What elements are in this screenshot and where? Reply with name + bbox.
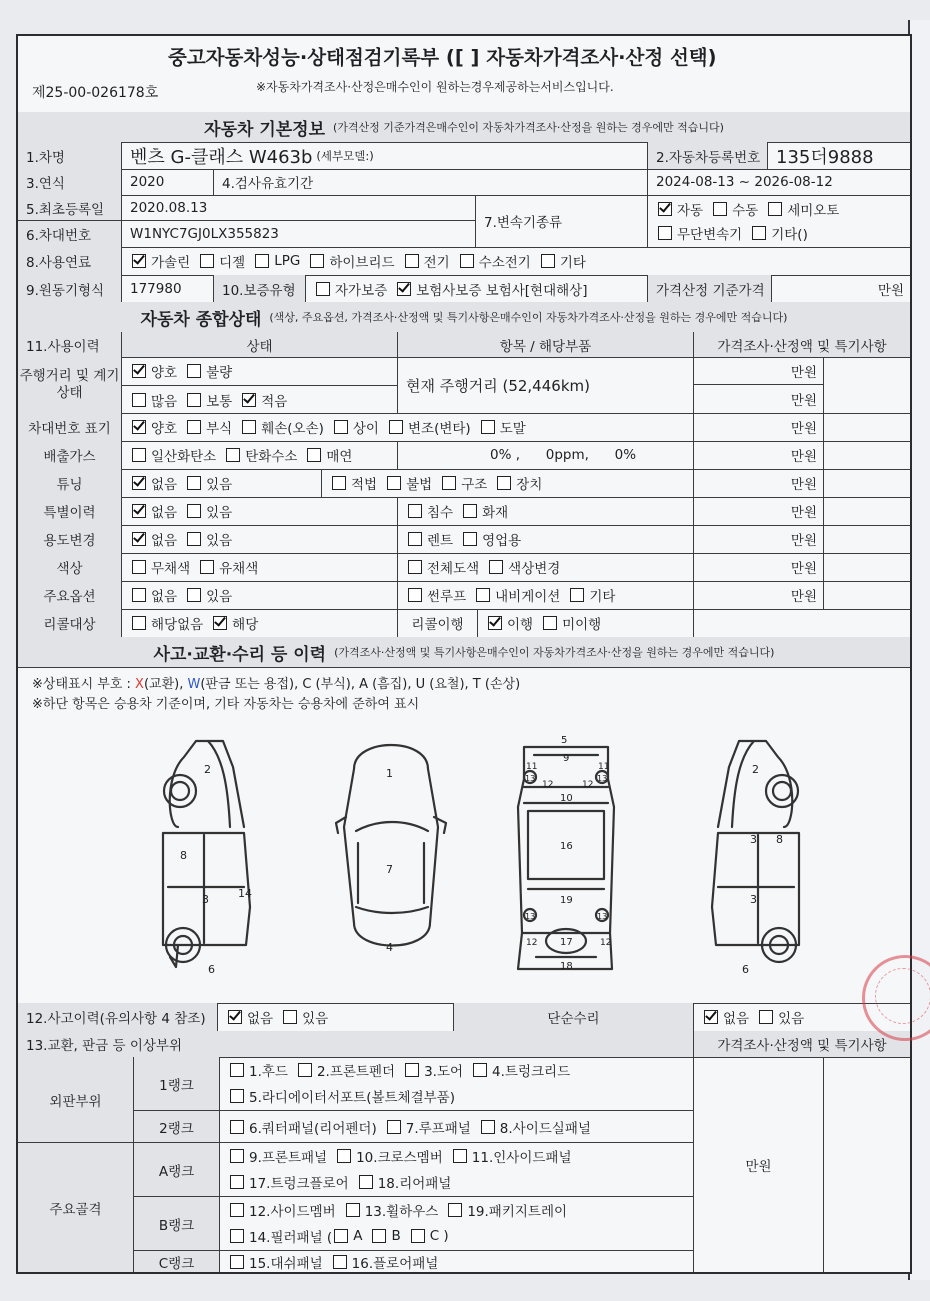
frame-part-label: 12 — [542, 780, 554, 790]
mileage-good-option[interactable]: 양호 — [122, 361, 177, 381]
outer-label: 외판부위 — [18, 1057, 134, 1143]
part-side-member-option[interactable]: 12.사이드멤버 — [220, 1200, 336, 1220]
recall-na-option[interactable]: 해당없음 — [122, 613, 203, 633]
fuel-electric-option[interactable]: 전기 — [395, 251, 450, 271]
rank1-label: 1랭크 — [134, 1057, 220, 1111]
frame-part-label: 9 — [563, 753, 570, 764]
left-part-label: 8 — [180, 849, 187, 862]
checkbox-icon — [463, 504, 477, 518]
service-notice: ※자동차가격조사·산정은매수인이 원하는경우제공하는서비스입니다. — [256, 80, 614, 94]
accident-section-header — [18, 637, 910, 668]
status-legend: ※상태표시 부호 : X(교환), W(판금 또는 용접), C (부식), A (흠집), U (요철), T (손상) — [32, 677, 521, 692]
vin-altered-option[interactable]: 변조(변타) — [379, 417, 471, 437]
right-part-label: 8 — [776, 833, 783, 846]
color-achromatic-option[interactable]: 무채색 — [122, 557, 190, 577]
right-side-view — [712, 741, 799, 976]
checkbox-icon — [752, 226, 766, 240]
checkbox-icon — [473, 1063, 487, 1077]
checkbox-icon — [230, 1229, 244, 1243]
form-title: 중고자동차성능·상태점검기록부 ([ ] 자동차가격조사·산정 선택) — [168, 46, 717, 69]
checkbox-icon — [337, 1149, 351, 1163]
car-name-sub: (세부모델:) — [316, 148, 374, 163]
basic-section-title: 자동차 기본정보 — [204, 119, 326, 140]
part-side-sill-option[interactable]: 8.사이드실패널 — [471, 1117, 591, 1137]
trans-options — [648, 197, 910, 245]
row-color — [18, 553, 910, 582]
options-sunroof-option[interactable]: 썬루프 — [398, 585, 466, 605]
recall-label: 리콜대상 — [18, 609, 122, 637]
purpose-label: 용도변경 — [18, 525, 122, 553]
special-label: 특별이력 — [18, 497, 122, 525]
part-front-fender-option[interactable]: 2.프론트펜더 — [288, 1060, 395, 1080]
vin-mismatch-option[interactable]: 상이 — [324, 417, 379, 437]
part-radiator-support-option[interactable]: 5.라디에이터서포트(볼트체결부품) — [220, 1086, 455, 1106]
row-options — [18, 581, 910, 610]
row-car-name — [18, 142, 910, 170]
fuel-hydrogen-option[interactable]: 수소전기 — [450, 251, 531, 271]
checkbox-icon — [408, 588, 422, 602]
checkbox-icon — [316, 282, 330, 296]
checkbox-icon — [759, 1010, 773, 1024]
frame-label: 주요골격 — [18, 1143, 134, 1272]
rankB-label: B랭크 — [134, 1197, 220, 1251]
recall-done-label: 리콜이행 — [398, 609, 478, 637]
status-section-title: 자동차 종합상태 — [140, 309, 262, 330]
accident-section-note: (가격조사·산정액 및 특기사항은매수인이 자동차가격조사·산정을 원하는 경우에만 적습니다) — [334, 646, 775, 659]
reg-no-label: 2.자동차등록번호 — [648, 142, 768, 169]
purpose-none-option[interactable]: 없음 — [122, 529, 177, 549]
mileage-low-option[interactable]: 적음 — [232, 390, 287, 410]
trans-other-option[interactable]: 기타() — [742, 223, 808, 243]
vin-value: W1NYC7GJ0LX355823 — [122, 221, 476, 247]
diagram-area — [18, 667, 910, 1004]
checkbox-icon — [768, 202, 782, 216]
part-front-panel-option[interactable]: 9.프론트패널 — [220, 1146, 327, 1166]
vin-label: 6.차대번호 — [18, 221, 122, 247]
warranty-self-option[interactable]: 자가보증 — [306, 279, 387, 299]
frame-part-label: 10 — [560, 793, 573, 804]
checkbox-icon — [448, 1203, 462, 1217]
trans-semiauto-option[interactable]: 세미오토 — [758, 199, 839, 219]
pillar-a-option[interactable]: A — [332, 1228, 362, 1244]
checkbox-icon — [187, 420, 201, 434]
right-part-label: 2 — [752, 763, 759, 776]
checkbox-icon — [346, 1203, 360, 1217]
checkbox-icon — [405, 254, 419, 268]
parts-grid — [18, 1057, 910, 1272]
options-none-option[interactable]: 없음 — [122, 585, 177, 605]
tuning-yes-option[interactable]: 있음 — [177, 473, 232, 493]
engine-value: 177980 — [122, 275, 214, 302]
frame-part-label: 19 — [560, 895, 573, 906]
fuel-options — [122, 247, 910, 275]
emission-price: 만원 — [694, 441, 824, 469]
document-number: 제25-00-026178호 — [32, 85, 159, 101]
repair-none-option[interactable]: 없음 — [694, 1007, 749, 1027]
first-reg-label: 5.최초등록일 — [18, 195, 122, 221]
checkbox-icon — [389, 420, 403, 434]
checkbox-icon — [334, 420, 348, 434]
checkbox-icon — [497, 476, 511, 490]
checkbox-icon — [307, 448, 321, 462]
parts-label: 13.교환, 판금 등 이상부위 — [18, 1031, 694, 1057]
warranty-insurance-option[interactable]: 보험사보증 보험사[현대해상] — [387, 279, 587, 299]
trans-manual-option[interactable]: 수동 — [703, 199, 758, 219]
year-value: 2020 — [122, 169, 214, 195]
year-label: 3.연식 — [18, 169, 122, 195]
pillar-b-option[interactable]: B — [362, 1228, 400, 1244]
tuning-device-option[interactable]: 장치 — [487, 473, 542, 493]
purpose-price: 만원 — [694, 525, 824, 553]
checkbox-icon — [230, 1149, 244, 1163]
checkbox-icon — [397, 282, 411, 296]
checkbox-icon — [359, 1175, 373, 1189]
tuning-label: 튜닝 — [18, 469, 122, 497]
emission-hc-option[interactable]: 탄화수소 — [216, 445, 297, 465]
checkbox-icon — [543, 616, 557, 630]
frame-part-label: 13 — [525, 912, 536, 921]
row-recall — [18, 609, 910, 639]
checkbox-icon — [570, 588, 584, 602]
right-part-label: 3 — [750, 833, 757, 846]
rankC-items — [220, 1251, 694, 1272]
frame-part-label: 13 — [525, 774, 536, 783]
legend-w-symbol: W — [187, 677, 201, 692]
emission-label: 배출가스 — [18, 441, 122, 469]
color-price: 만원 — [694, 553, 824, 581]
checkbox-icon — [333, 1255, 347, 1269]
checkbox-icon — [255, 254, 269, 268]
warranty-options — [306, 275, 648, 302]
row-fuel — [18, 247, 910, 276]
checkbox-icon — [228, 1010, 242, 1024]
checkbox-icon — [463, 532, 477, 546]
checkbox-icon — [230, 1063, 244, 1077]
car-name-value: 벤츠 G-클래스 W463b — [130, 146, 313, 168]
top-part-label: 7 — [386, 863, 393, 876]
mileage-price-1: 만원 — [694, 357, 824, 385]
rankC-label: C랭크 — [134, 1251, 220, 1272]
top-view — [336, 745, 446, 954]
frame-part-label: 11 — [526, 762, 538, 772]
emission-smoke-option[interactable]: 매연 — [297, 445, 352, 465]
accident-none-option[interactable]: 없음 — [218, 1007, 273, 1027]
repair-yes-option[interactable]: 있음 — [749, 1007, 804, 1027]
status-section-header — [18, 302, 910, 333]
checkbox-icon — [242, 420, 256, 434]
checkbox-icon — [132, 560, 146, 574]
reg-no-value: 135더9888 — [776, 146, 874, 168]
part-trunk-lid-option[interactable]: 4.트렁크리드 — [463, 1060, 570, 1080]
checkbox-icon — [476, 588, 490, 602]
tuning-illegal-option[interactable]: 불법 — [377, 473, 432, 493]
fuel-hybrid-option[interactable]: 하이브리드 — [300, 251, 394, 271]
purpose-yes-option[interactable]: 있음 — [177, 529, 232, 549]
part-package-tray-option[interactable]: 19.패키지트레이 — [438, 1200, 567, 1220]
rank1-items — [220, 1057, 694, 1111]
top-part-label: 4 — [386, 941, 393, 954]
purpose-commercial-option[interactable]: 영업용 — [453, 529, 521, 549]
rankA-label: A랭크 — [134, 1143, 220, 1197]
checkbox-icon — [442, 476, 456, 490]
checkbox-icon — [658, 226, 672, 240]
row-accident-history — [18, 1003, 910, 1032]
inspect-period-label: 4.검사유효기간 — [214, 169, 648, 195]
price-base-label: 가격산정 기준가격 — [648, 275, 772, 302]
checkbox-icon — [132, 254, 146, 268]
options-price: 만원 — [694, 581, 824, 609]
special-fire-option[interactable]: 화재 — [453, 501, 508, 521]
tuning-none-option[interactable]: 없음 — [122, 473, 177, 493]
frame-part-label: 12 — [600, 938, 612, 948]
engine-label: 9.원동기형식 — [18, 275, 122, 302]
checkbox-icon — [488, 616, 502, 630]
frame-part-label: 12 — [582, 780, 594, 790]
part-floor-panel-option[interactable]: 16.플로어패널 — [323, 1252, 439, 1272]
tuning-price: 만원 — [694, 469, 824, 497]
part-quarter-panel-option[interactable]: 6.쿼터패널(리어펜더) — [220, 1117, 377, 1137]
top-part-label: 1 — [386, 767, 393, 780]
tuning-structure-option[interactable]: 구조 — [432, 473, 487, 493]
checkbox-icon — [187, 476, 201, 490]
frame-part-label: 12 — [526, 938, 538, 948]
checkbox-icon — [230, 1175, 244, 1189]
accident-section-title: 사고·교환·수리 등 이력 — [153, 644, 327, 665]
left-part-label: 14 — [238, 887, 252, 900]
parts-price: 만원 — [694, 1057, 824, 1272]
checkbox-icon — [387, 1120, 401, 1134]
recall-applicable-option[interactable]: 해당 — [203, 613, 258, 633]
first-reg-value: 2020.08.13 — [122, 195, 476, 221]
checkbox-icon — [132, 616, 146, 630]
checkbox-icon — [187, 532, 201, 546]
checkbox-icon — [541, 254, 555, 268]
left-part-label: 2 — [204, 763, 211, 776]
row-emission — [18, 441, 910, 470]
fuel-diesel-option[interactable]: 디젤 — [190, 251, 245, 271]
checkbox-icon — [213, 616, 227, 630]
mileage-label: 주행거리 및 계기상태 — [18, 357, 122, 413]
options-yes-option[interactable]: 있음 — [177, 585, 232, 605]
row-first-reg-vin — [18, 195, 910, 248]
checkbox-icon — [187, 504, 201, 518]
checkbox-icon — [408, 532, 422, 546]
checkbox-icon — [187, 364, 201, 378]
checkbox-icon — [230, 1120, 244, 1134]
row-year — [18, 169, 910, 196]
fuel-label: 8.사용연료 — [18, 247, 122, 275]
mileage-bad-option[interactable]: 불량 — [177, 361, 232, 381]
color-fullpaint-option[interactable]: 전체도색 — [398, 557, 479, 577]
mileage-price-2: 만원 — [694, 385, 824, 413]
options-other-option[interactable]: 기타 — [560, 585, 615, 605]
mileage-normal-option[interactable]: 보통 — [177, 390, 232, 410]
basic-section-header — [18, 112, 910, 143]
part-door-option[interactable]: 3.도어 — [395, 1060, 463, 1080]
row-tuning — [18, 469, 910, 498]
item-col-header: 항목 / 해당부품 — [398, 332, 694, 357]
vin-price: 만원 — [694, 413, 824, 441]
fuel-other-option[interactable]: 기타 — [531, 251, 586, 271]
left-part-label: 6 — [208, 963, 215, 976]
checkbox-icon — [132, 420, 146, 434]
checkbox-icon — [187, 588, 201, 602]
rank2-items — [220, 1111, 694, 1143]
row-mileage — [18, 357, 910, 414]
checkbox-icon — [132, 588, 146, 602]
checkbox-icon — [489, 560, 503, 574]
emission-co-option[interactable]: 일산화탄소 — [122, 445, 216, 465]
vin-mark-label: 차대번호 표기 — [18, 413, 122, 441]
accident-yes-option[interactable]: 있음 — [273, 1007, 328, 1027]
part-trunk-floor-option[interactable]: 17.트렁크플로어 — [220, 1172, 349, 1192]
part-inside-panel-option[interactable]: 11.인사이드패널 — [443, 1146, 572, 1166]
checkbox-icon — [132, 393, 146, 407]
checkbox-icon — [411, 1229, 425, 1243]
trans-cvt-option[interactable]: 무단변속기 — [648, 223, 742, 243]
tuning-legal-option[interactable]: 적법 — [322, 473, 377, 493]
checkbox-icon — [242, 393, 256, 407]
rankA-items — [220, 1143, 694, 1197]
warranty-label: 10.보증유형 — [214, 275, 306, 302]
vin-smeared-option[interactable]: 도말 — [471, 417, 526, 437]
row-purpose — [18, 525, 910, 554]
part-roof-panel-option[interactable]: 7.루프패널 — [377, 1117, 471, 1137]
current-mileage: 현재 주행거리 (52,446km) — [398, 357, 694, 413]
frame-part-label: 11 — [598, 762, 610, 772]
inspection-form — [16, 34, 912, 1274]
form-header — [18, 36, 910, 114]
checkbox-icon — [481, 420, 495, 434]
inspect-period-value: 2024-08-13 ~ 2026-08-12 — [656, 174, 833, 190]
basic-section-note: (가격산정 기준가격은매수인이 자동차가격조사·산정을 원하는 경우에만 적습니다) — [333, 121, 724, 134]
rank2-label: 2랭크 — [134, 1111, 220, 1143]
car-diagram — [18, 707, 910, 1007]
part-cross-member-option[interactable]: 10.크로스멤버 — [327, 1146, 443, 1166]
checkbox-icon — [200, 254, 214, 268]
status-section-note: (색상, 주요옵션, 가격조사·산정액 및 특기사항은매수인이 자동차가격조사·산정을 원하는 경우에만 적습니다) — [269, 311, 788, 324]
color-change-option[interactable]: 색상변경 — [479, 557, 560, 577]
checkbox-icon — [298, 1063, 312, 1077]
checkbox-icon — [132, 364, 146, 378]
checkbox-icon — [310, 254, 324, 268]
fuel-gasoline-option[interactable]: 가솔린 — [122, 251, 190, 271]
checkbox-icon — [387, 476, 401, 490]
checkbox-icon — [372, 1229, 386, 1243]
price-base-unit: 만원 — [877, 282, 904, 299]
checkbox-icon — [132, 476, 146, 490]
checkbox-icon — [658, 202, 672, 216]
special-yes-option[interactable]: 있음 — [177, 501, 232, 521]
options-label: 주요옵션 — [18, 581, 122, 609]
checkbox-icon — [334, 1229, 348, 1243]
color-chromatic-option[interactable]: 유채색 — [190, 557, 258, 577]
trans-auto-option[interactable]: 자동 — [648, 199, 703, 219]
vin-corrosion-option[interactable]: 부식 — [177, 417, 232, 437]
right-part-label: 6 — [742, 963, 749, 976]
checkbox-icon — [226, 448, 240, 462]
part-rear-panel-option[interactable]: 18.리어패널 — [349, 1172, 452, 1192]
part-pillar-panel-option[interactable]: 14.필러패널 ( — [220, 1226, 332, 1246]
legend-note: ※하단 항목은 승용차 기준이며, 기타 자동차는 승용차에 준하여 표시 — [32, 697, 420, 712]
checkbox-icon — [405, 1063, 419, 1077]
recall-notdone-option[interactable]: 미이행 — [533, 613, 601, 633]
checkbox-icon — [187, 393, 201, 407]
checkbox-icon — [230, 1255, 244, 1269]
checkbox-icon — [453, 1149, 467, 1163]
frame-part-label: 16 — [560, 841, 573, 852]
right-part-label: 3 — [750, 893, 757, 906]
status-col-headers — [18, 332, 910, 358]
checkbox-icon — [132, 532, 146, 546]
row-engine — [18, 275, 910, 304]
price-col-header: 가격조사·산정액 및 특기사항 — [694, 332, 910, 357]
row-parts-header — [18, 1031, 910, 1058]
part-wheel-house-option[interactable]: 13.휠하우스 — [336, 1200, 439, 1220]
frame-view — [518, 735, 614, 972]
part-dash-panel-option[interactable]: 15.대쉬패널 — [220, 1252, 323, 1272]
checkbox-icon — [132, 448, 146, 462]
row-special — [18, 497, 910, 526]
recall-done-option[interactable]: 이행 — [478, 613, 533, 633]
part-hood-option[interactable]: 1.후드 — [220, 1060, 288, 1080]
parts-price-header: 가격조사·산정액 및 특기사항 — [694, 1031, 910, 1057]
frame-part-label: 18 — [560, 961, 573, 972]
mileage-many-option[interactable]: 많음 — [122, 390, 177, 410]
repair-label: 단순수리 — [454, 1003, 694, 1031]
options-navigation-option[interactable]: 내비게이션 — [466, 585, 560, 605]
checkbox-icon — [408, 504, 422, 518]
frame-part-label: 13 — [597, 774, 608, 783]
checkbox-icon — [460, 254, 474, 268]
frame-part-label: 13 — [597, 912, 608, 921]
special-none-option[interactable]: 없음 — [122, 501, 177, 521]
frame-part-label: 5 — [561, 735, 568, 746]
trans-label: 7.변속기종류 — [476, 195, 648, 247]
pillar-c-option[interactable]: C ) — [401, 1228, 449, 1244]
color-label: 색상 — [18, 553, 122, 581]
checkbox-icon — [230, 1203, 244, 1217]
checkbox-icon — [283, 1010, 297, 1024]
checkbox-icon — [408, 560, 422, 574]
checkbox-icon — [481, 1120, 495, 1134]
accident-label: 12.사고이력(유의사항 4 참조) — [18, 1003, 218, 1031]
emission-values: 0% , 0ppm, 0% — [398, 441, 694, 469]
rankB-items — [220, 1197, 694, 1251]
left-part-label: 3 — [202, 893, 209, 906]
car-name-label: 1.차명 — [18, 142, 122, 169]
purpose-rent-option[interactable]: 렌트 — [398, 529, 453, 549]
checkbox-icon — [713, 202, 727, 216]
checkbox-icon — [704, 1010, 718, 1024]
row-vin-mark — [18, 413, 910, 442]
checkbox-icon — [132, 504, 146, 518]
frame-part-label: 17 — [560, 937, 573, 948]
left-side-view — [163, 741, 252, 976]
checkbox-icon — [200, 560, 214, 574]
vin-good-option[interactable]: 양호 — [122, 417, 177, 437]
vin-damage-option[interactable]: 훼손(오손) — [232, 417, 324, 437]
special-flood-option[interactable]: 침수 — [398, 501, 453, 521]
state-col-header: 상태 — [122, 332, 398, 357]
usage-col-header: 11.사용이력 — [18, 332, 122, 357]
special-price: 만원 — [694, 497, 824, 525]
legend-x-symbol: X — [135, 677, 144, 692]
checkbox-icon — [230, 1089, 244, 1103]
checkbox-icon — [332, 476, 346, 490]
fuel-lpg-option[interactable]: LPG — [245, 253, 300, 269]
